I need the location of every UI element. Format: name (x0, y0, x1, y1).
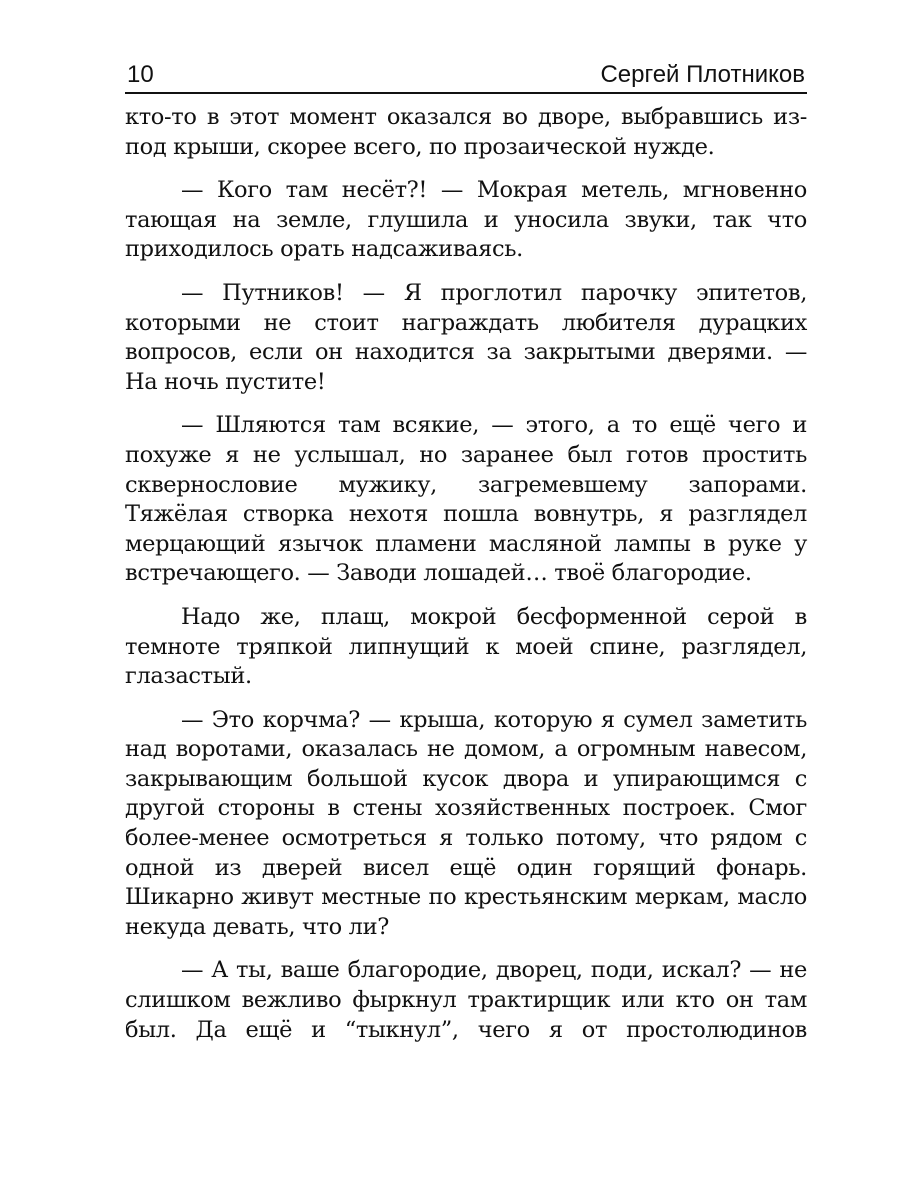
body-text (125, 103, 807, 1059)
paragraph: — Путников! — Я проглотил парочку эпитетов, которыми не стоит награждать любителя дурацких вопросов, если он находится за закрытыми дверями. — На ночь пустите! (125, 279, 807, 395)
paragraph: — Шляются там всякие, — этого, а то ещё чего и похуже я не услышал, но заранее был готов простить сквернословие мужику, загремевшему запорами. Тяжёлая створка нехотя пошла вовнутрь, я разглядел мерцающий язычок пламени масляной лампы в руке у встречающего. — Заводи лошадей… твоё благородие. (125, 412, 807, 587)
running-header (125, 58, 807, 94)
header-author-name: Сергей Плотников (600, 61, 805, 88)
paragraph-cut-off: — А ты, ваше благородие, дворец, поди, искал? — не слишком вежливо фыркнул трактирщик или кто он там был. Да ещё и “тыкнул”, чего я от простолюдинов (125, 957, 807, 1043)
paragraph-continued: кто-то в этот момент оказался во дворе, выбравшись из-под крыши, скорее всего, по прозаической нужде. (125, 104, 807, 160)
paragraph: — Кого там несёт?! — Мокрая метель, мгновенно тающая на земле, глушила и уносила звуки, так что приходилось орать надсаживаясь. (125, 177, 807, 263)
book-page (125, 0, 807, 1200)
paragraph: Надо же, плащ, мокрой бесформенной серой в темноте тряпкой липнущий к моей спине, разглядел, глазастый. (125, 603, 807, 690)
page-number: 10 (127, 61, 154, 88)
paragraph: — Это корчма? — крыша, которую я сумел заметить над воротами, оказалась не домом, а огромным навесом, закрывающим большой кусок двора и упирающимся с другой стороны в стены хозяйственных построек. Смог более-менее осмотреться я только потому, что рядом с одной из дверей висел ещё один горящий фонарь. Шикарно живут местные по крестьянским меркам, масло некуда девать, что ли? (125, 706, 807, 940)
